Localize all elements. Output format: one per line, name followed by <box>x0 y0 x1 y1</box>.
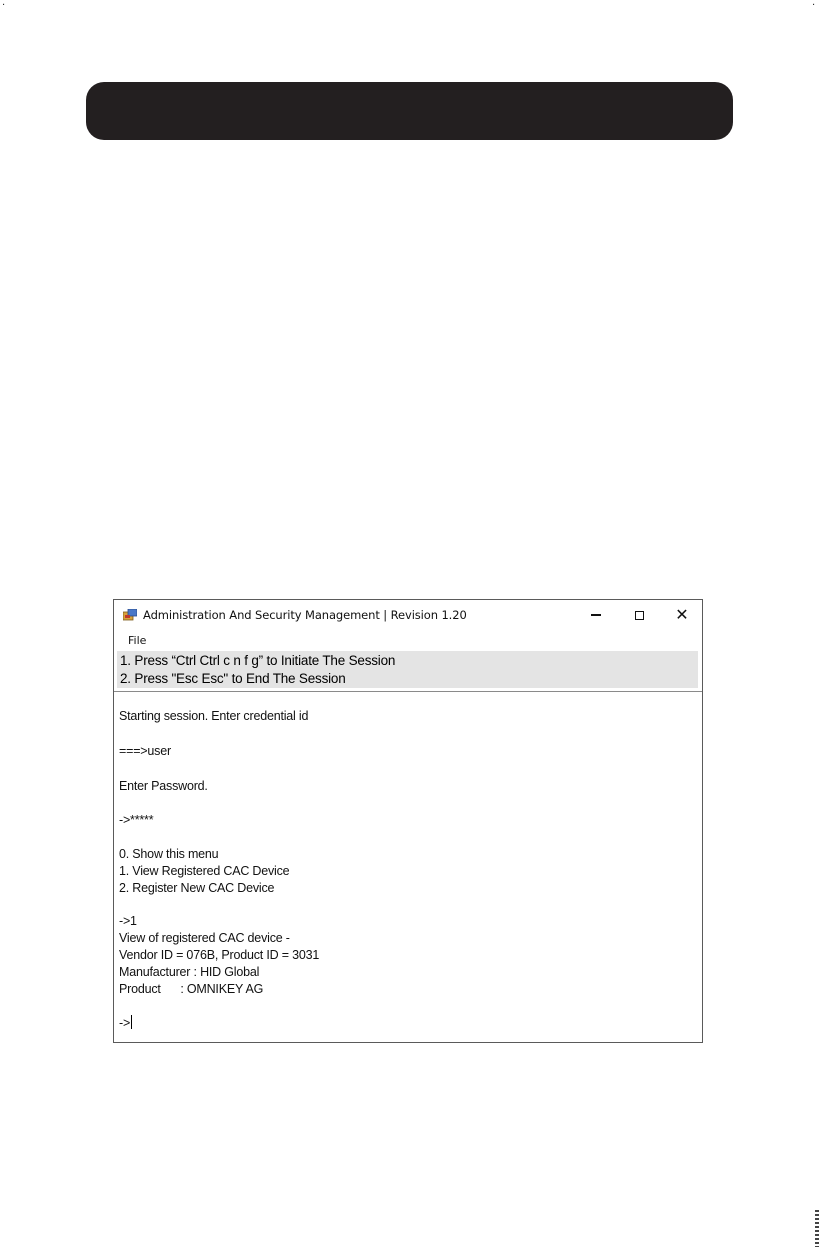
minimize-button[interactable] <box>576 603 616 627</box>
console-line: 2. Register New CAC Device <box>119 881 275 895</box>
close-icon: ✕ <box>675 605 689 624</box>
text-cursor <box>131 1015 132 1029</box>
console-line: 0. Show this menu <box>119 847 219 861</box>
console-line: Product : OMNIKEY AG <box>119 982 264 996</box>
console-prompt: -> <box>119 1016 131 1030</box>
console-prompt-line[interactable] <box>119 1015 132 1030</box>
console-line: ->***** <box>119 813 154 827</box>
console-line: Enter Password. <box>119 779 208 793</box>
minimize-icon <box>591 614 601 615</box>
console-line: ->1 <box>119 914 137 928</box>
terminal-window <box>113 599 703 1043</box>
instructions-panel <box>117 651 698 688</box>
maximize-button[interactable] <box>619 603 659 627</box>
menu-file[interactable]: File <box>128 634 147 647</box>
section-header-bar <box>86 82 733 140</box>
console-line: ===>user <box>119 744 171 758</box>
close-button[interactable] <box>662 603 702 627</box>
menu-bar <box>114 630 702 650</box>
console-line: Manufacturer : HID Global <box>119 965 260 979</box>
console-line: Vendor ID = 076B, Product ID = 3031 <box>119 948 320 962</box>
instruction-end: 2. Press "Esc Esc" to End The Session <box>120 671 346 686</box>
maximize-icon <box>635 611 644 620</box>
console-output[interactable] <box>117 692 698 1040</box>
console-line: Starting session. Enter credential id <box>119 709 309 723</box>
crop-mark-left: · <box>2 0 6 11</box>
window-titlebar[interactable] <box>114 600 702 630</box>
console-line: 1. View Registered CAC Device <box>119 864 290 878</box>
app-icon <box>123 609 137 621</box>
instruction-initiate: 1. Press “Ctrl Ctrl c n f g” to Initiate The Session <box>120 653 396 668</box>
window-title: Administration And Security Management | Revision 1.20 <box>143 608 467 622</box>
crop-mark-right: · <box>812 0 816 11</box>
console-line: View of registered CAC device - <box>119 931 290 945</box>
edge-marks <box>815 1210 819 1247</box>
